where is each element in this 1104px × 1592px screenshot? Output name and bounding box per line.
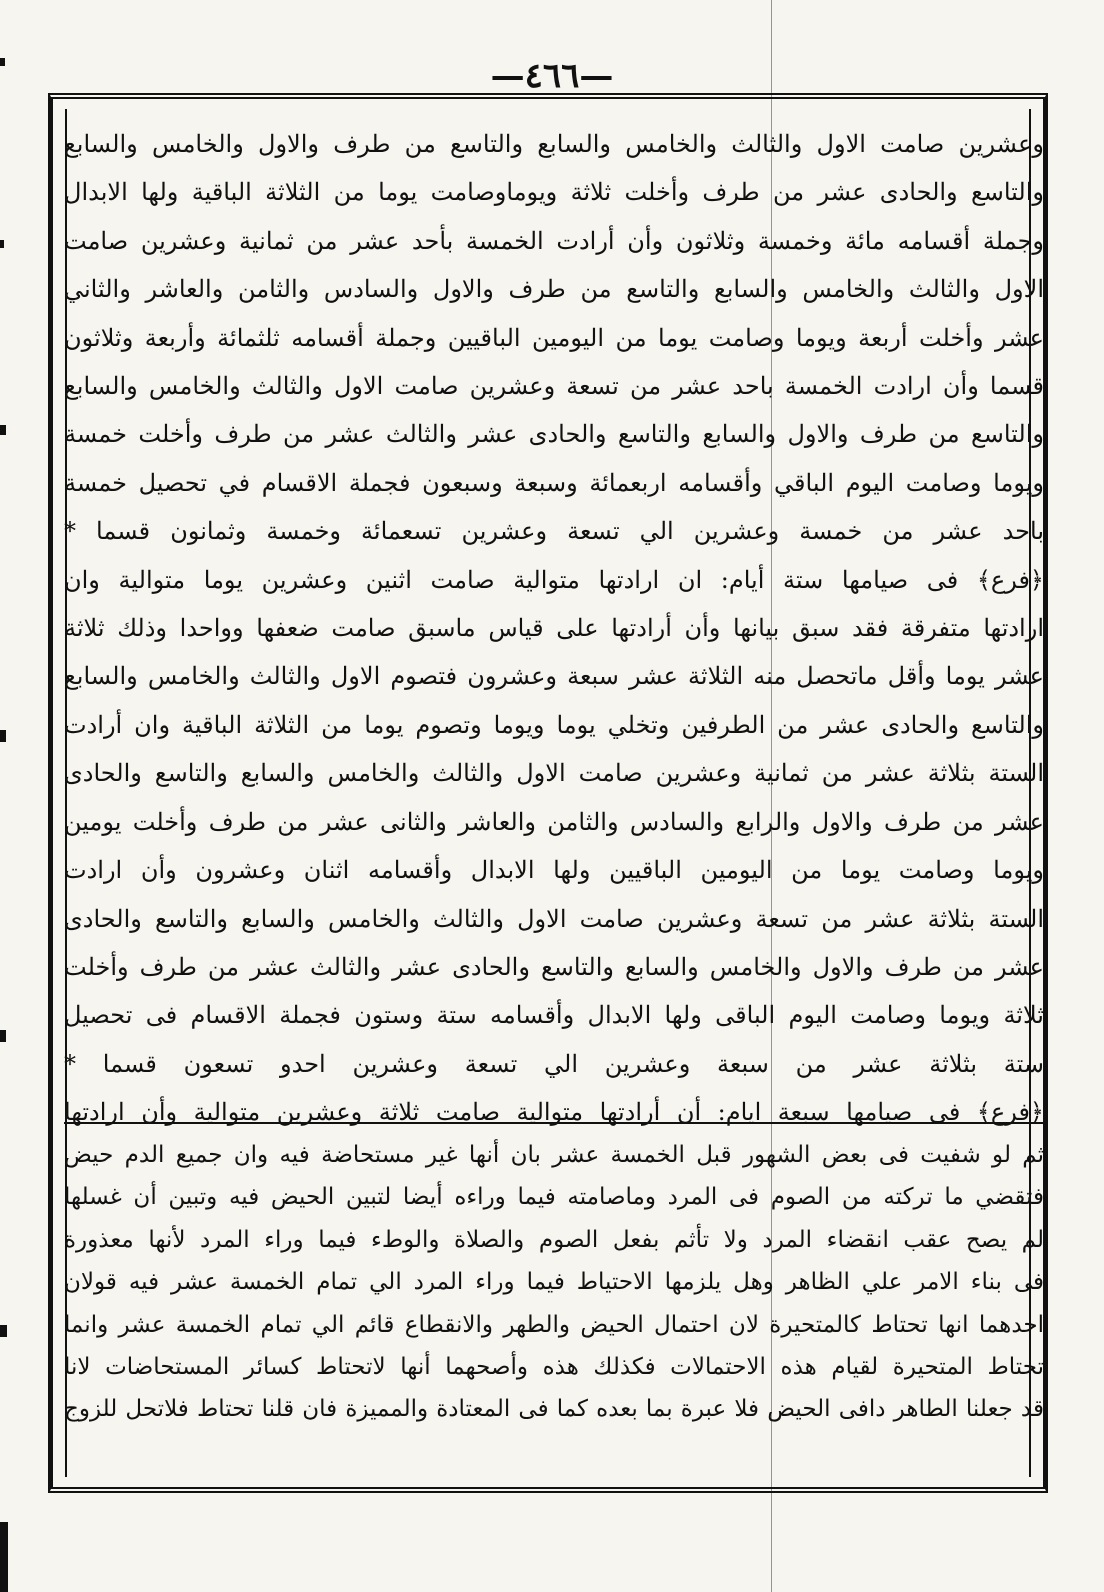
text-line: وجملة أقسامه مائة وخمسة وثلاثون وأن أرادت الخمسة بأحد عشر من ثمانية وعشرين صامت xyxy=(64,226,1044,255)
text-line: ﴿فرع﴾ فى صيامها ستة أيام: ان ارادتها متوالية صامت اثنين وعشرين يوما متوالية وان xyxy=(64,565,1044,594)
text-line: ارادتها متفرقة فقد سبق بيانها وأن أرادتها على قياس ماسبق صامت ضعفها وواحدا وذلك ثلاثة xyxy=(64,614,1044,643)
main-text-block xyxy=(64,120,1044,1137)
text-line: عشر يوما وأقل ماتحصل منه الثلاثة عشر سبعة وعشرون فتصوم الاول والثالث والخامس والسابع xyxy=(64,662,1044,691)
text-line: عشر من طرف والاول والخامس والسابع والتاسع والحادى عشر والثالث عشر من طرف وأخلت xyxy=(64,952,1044,981)
text-line: ويوما وصامت يوما من اليومين الباقيين ولها الابدال وأقسامه اثنان وعشرون وأن ارادت xyxy=(64,856,1044,885)
text-line: والتاسع والحادى عشر من طرف وأخلت ثلاثة ويوماوصامت يوما من الثلاثة الباقية ولها الابدال xyxy=(64,178,1044,207)
footnote-line: فتقضي ما تركته من الصوم فى المرد وماصامته فيما وراءه أيضا لتبين الحيض فيه وتبين أن غسلها xyxy=(64,1184,1044,1211)
binding-mark xyxy=(0,1325,7,1337)
text-line: ستة بثلاثة عشر من سبعة وعشرين الي تسعة وعشرين احدو تسعون قسما * xyxy=(64,1049,1044,1078)
text-line: قسما وأن ارادت الخمسة باحد عشر من تسعة وعشرين صامت الاول والثالث والخامس والسابع xyxy=(64,372,1044,401)
text-line: الاول والثالث والخامس والسابع والتاسع من طرف والاول والسادس والثامن والعاشر والثاني xyxy=(64,275,1044,304)
footnote-line: احدهما انها تحتاط كالمتحيرة لان احتمال الحيض والطهر والانقطاع قائم الي تمام الخمسة عشر وانما xyxy=(64,1311,1044,1338)
binding-mark xyxy=(0,1522,8,1592)
text-line: باحد عشر من خمسة وعشرين الي تسعة وعشرين تسعمائة وخمسة وثمانون قسما * xyxy=(64,517,1044,546)
text-line: وعشرين صامت الاول والثالث والخامس والسابع والتاسع من طرف والاول والخامس والسابع xyxy=(64,130,1044,158)
footnote-block xyxy=(64,1134,1044,1431)
binding-mark xyxy=(0,1030,6,1042)
footnote-separator xyxy=(64,1122,1044,1124)
footnote-line: لم يصح عقب انقضاء المرد ولا تأثم بفعل الصوم والصلاة والوطء فيما وراء المرد لأنها معذورة xyxy=(64,1226,1044,1253)
binding-mark xyxy=(0,730,6,742)
text-line: ويوما وصامت اليوم الباقي وأقسامه اربعمائة وسبعة وسبعون فجملة الاقسام في تحصيل خمسة xyxy=(64,468,1044,497)
text-line: الستة بثلاثة عشر من ثمانية وعشرين صامت الاول والثالث والخامس والسابع والتاسع والحادى xyxy=(64,759,1044,788)
footnote-line: قد جعلنا الطاهر دافى الحيض فلا عبرة بما بعده كما فى المعتادة والمميزة فان قلنا تحتاط فلاتحل للزوج xyxy=(64,1396,1044,1423)
binding-mark xyxy=(0,425,6,435)
text-line: والتاسع من طرف والاول والسابع والتاسع والحادى عشر والثالث عشر من طرف وأخلت خمسة xyxy=(64,420,1044,449)
text-line: عشر من طرف والاول والرابع والسادس والثامن والعاشر والثانى عشر من طرف وأخلت يومين xyxy=(64,807,1044,836)
binding-mark xyxy=(0,240,4,248)
footnote-line: فى بناء الامر علي الظاهر وهل يلزمها الاحتياط فيما وراء المرد الي تمام الخمسة عشر فيه قولان xyxy=(64,1269,1044,1296)
text-line: الستة بثلاثة عشر من تسعة وعشرين صامت الاول والثالث والخامس والسابع والتاسع والحادى xyxy=(64,904,1044,933)
footnote-line: ثم لو شفيت فى بعض الشهور قبل الخمسة عشر بان أنها غير مستحاضة فيه وان جميع الدم حيض xyxy=(64,1142,1044,1168)
text-line: عشر وأخلت أربعة ويوما وصامت يوما من اليومين الباقيين وجملة أقسامه ثلثمائة وأربعة وثلاثون xyxy=(64,323,1044,352)
footnote-line: تحتاط المتحيرة لقيام هذه الاحتمالات فكذلك هذه وأصحهما أنها لاتحتاط كسائر المستحاضات لانا xyxy=(64,1354,1044,1381)
page-number: —٤٦٦— xyxy=(490,56,614,96)
text-line: ثلاثة ويوما وصامت اليوم الباقى ولها الابدال وأقسامه ستة وستون فجملة الاقسام فى تحصيل xyxy=(64,1001,1044,1030)
text-line: ﴿فرع﴾ فى صيامها سبعة ايام: أن أرادتها متوالية صامت ثلاثة وعشرين متوالية وأن ارادتها xyxy=(64,1098,1044,1127)
text-line: والتاسع والحادى عشر من الطرفين وتخلي يوما ويوما وتصوم يوما من الثلاثة الباقية وان أرادت xyxy=(64,710,1044,739)
